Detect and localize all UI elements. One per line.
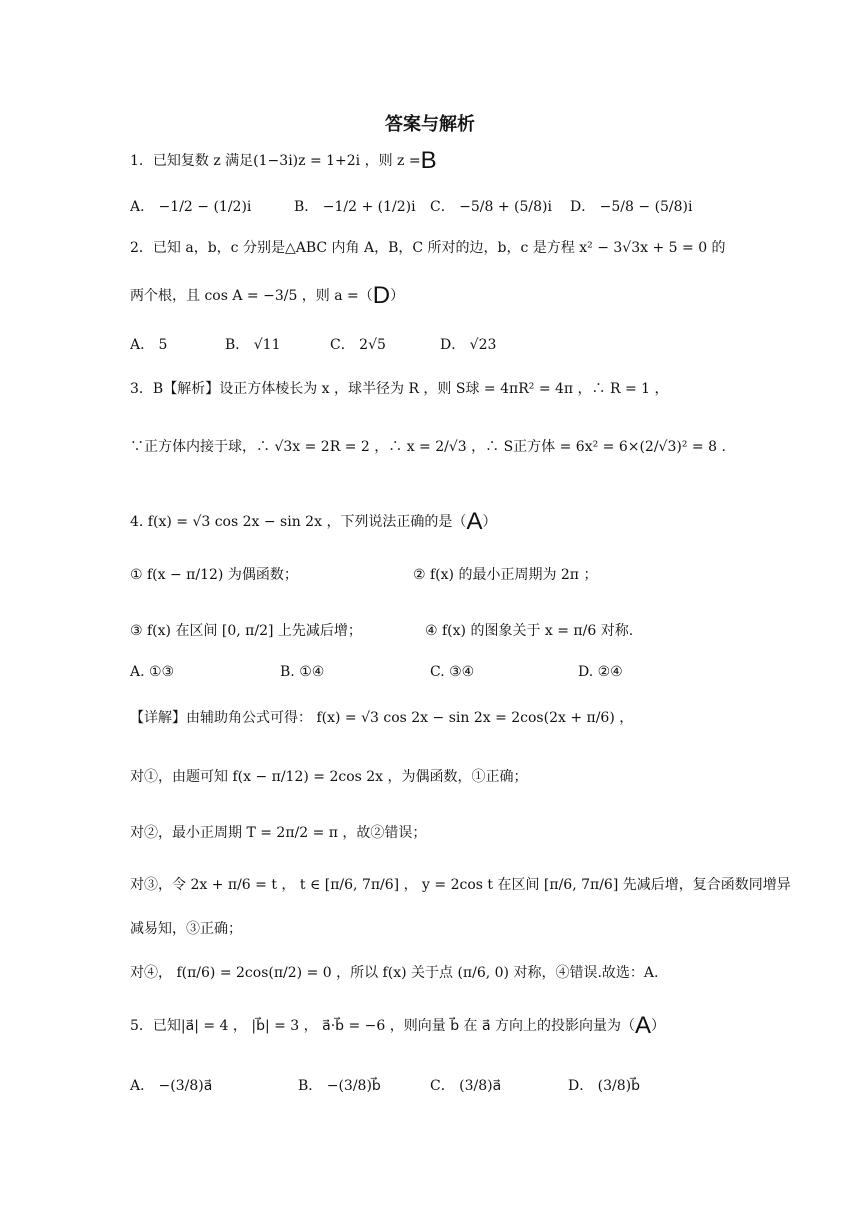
q2-close: ） bbox=[390, 288, 405, 304]
q4-detail-line4: 对③，令 2x + π/6 = t ， t ∈ [π/6, 7π/6] ， y = 2cos t 在区间 [π/6, 7π/6] 先减后增，复合函数同增异 bbox=[130, 877, 791, 893]
q1-option-b: B． −1/2 + (1/2)i bbox=[294, 199, 416, 215]
page-title: 答案与解析 bbox=[385, 114, 475, 135]
q4-option-b: B. ①④ bbox=[280, 664, 325, 680]
q5-option-a: A． −(3/8)a⃗ bbox=[130, 1078, 213, 1094]
q4-detail-line2: 对①，由题可知 f(x − π/12) = 2cos 2x ，为偶函数，①正确； bbox=[130, 769, 528, 785]
q2-option-c: C． 2√5 bbox=[330, 337, 386, 353]
q5-stem-line bbox=[130, 1012, 666, 1039]
q5-option-b: B． −(3/8)b⃗ bbox=[298, 1078, 381, 1094]
q2-stem-line2 bbox=[130, 282, 405, 309]
q4-statement-1: ① f(x − π/12) 为偶函数； bbox=[130, 567, 298, 583]
q4-option-c: C. ③④ bbox=[430, 664, 475, 680]
q4-option-a: A. ①③ bbox=[130, 664, 175, 680]
q5-option-c: C． (3/8)a⃗ bbox=[430, 1078, 502, 1094]
q4-statement-4: ④ f(x) 的图象关于 x = π/6 对称. bbox=[425, 623, 634, 639]
q5-option-d: D． (3/8)b⃗ bbox=[568, 1078, 641, 1094]
q3-line1: 3．B【解析】设正方体棱长为 x ，球半径为 R ，则 S球 = 4πR² = 4π ，∴ R = 1 ， bbox=[130, 381, 669, 397]
q1-stem-line bbox=[130, 147, 437, 174]
q1-option-d: D． −5/8 − (5/8)i bbox=[570, 199, 693, 215]
q4-close: ） bbox=[482, 514, 497, 530]
q4-detail-line5: 减易知，③正确； bbox=[130, 921, 242, 937]
q5-answer: A bbox=[635, 1012, 652, 1039]
q2-option-a: A． 5 bbox=[130, 337, 168, 353]
q1-option-c: C． −5/8 + (5/8)i bbox=[430, 199, 552, 215]
q2-stem-line1: 2．已知 a，b，c 分别是△ABC 内角 A，B，C 所对的边，b，c 是方程 x² − 3√3x + 5 = 0 的 bbox=[130, 240, 726, 256]
q4-detail-line1: 【详解】由辅助角公式可得： f(x) = √3 cos 2x − sin 2x = 2cos(2x + π/6) ， bbox=[130, 710, 634, 726]
q4-option-d: D. ②④ bbox=[578, 664, 623, 680]
q1-answer: B bbox=[420, 147, 437, 174]
q4-answer: A bbox=[466, 508, 483, 535]
q2-option-b: B． √11 bbox=[225, 337, 281, 353]
q5-stem: 5．已知|a⃗| = 4 ， |b⃗| = 3 ， a⃗·b⃗ = −6 ，则向量 b⃗ 在 a⃗ 方向上的投影向量为（ bbox=[130, 1018, 636, 1034]
q1-stem: 1．已知复数 z 满足(1−3i)z = 1+2i ，则 z = bbox=[130, 153, 421, 169]
q3-line2: ∵正方体内接于球，∴ √3x = 2R = 2 ，∴ x = 2/√3 ，∴ S正方体 = 6x² = 6×(2/√3)² = 8 . bbox=[130, 439, 726, 455]
q5-close: ） bbox=[651, 1018, 666, 1034]
q4-stem-line bbox=[130, 508, 497, 535]
q1-option-a: A． −1/2 − (1/2)i bbox=[130, 199, 252, 215]
q4-detail-line6: 对④， f(π/6) = 2cos(π/2) = 0 ，所以 f(x) 关于点 (π/6, 0) 对称，④错误.故选：A. bbox=[130, 965, 659, 981]
q2-option-d: D． √23 bbox=[440, 337, 497, 353]
q4-statement-3: ③ f(x) 在区间 [0, π/2] 上先减后增； bbox=[130, 623, 362, 639]
q2-stem: 两个根，且 cos A = −3/5 ，则 a =（ bbox=[130, 288, 373, 304]
q4-detail-line3: 对②，最小正周期 T = 2π/2 = π ，故②错误； bbox=[130, 825, 427, 841]
q4-statement-2: ② f(x) 的最小正周期为 2π ； bbox=[413, 567, 598, 583]
q4-stem: 4. f(x) = √3 cos 2x − sin 2x ，下列说法正确的是（ bbox=[130, 514, 467, 530]
q2-answer: D bbox=[372, 282, 391, 309]
